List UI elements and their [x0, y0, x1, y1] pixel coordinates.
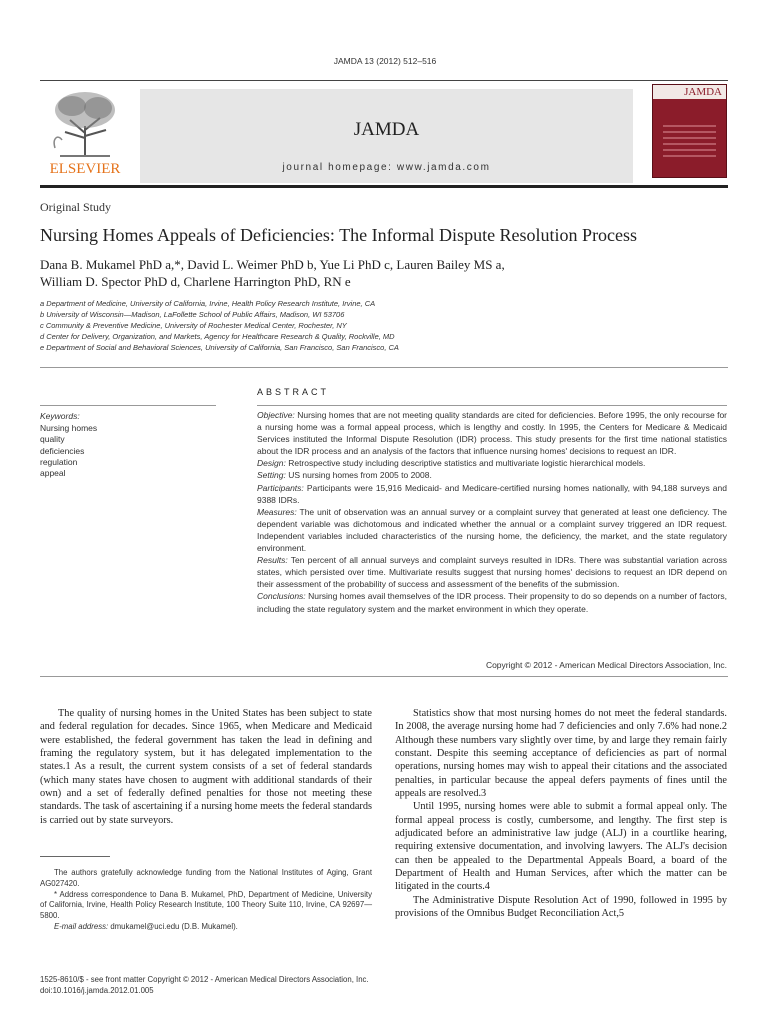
body-paragraph: Statistics show that most nursing homes do not meet the federal standards. In 2008, the average nursing home had 7 deficiencies and only 7.6% had none.2 Although these numbers vary slightly over time, by and large they remain fairly constant. Despite this seeming acceptance of deficiencies as part of normal operations, nursing homes may wish to appeal their citations and the associated penalties, in particular because the appeal defers payments of fines until the appeals are resolved.3: [395, 708, 727, 800]
abstract-heading: ABSTRACT: [257, 387, 330, 397]
abstract-participants: Participants: Participants were 15,916 Medicaid- and Medicare-certified nursing homes nationally, with 94,188 surveys and 9388 IDRs.: [257, 482, 727, 505]
issn-line: 1525-8610/$ - see front matter Copyright © 2012 - American Medical Directors Association, Inc.: [40, 975, 369, 984]
keywords-title: Keywords:: [40, 411, 80, 421]
keyword: quality: [40, 434, 65, 445]
body-paragraph: The Administrative Dispute Resolution Act of 1990, followed in 1995 by provisions of the Omnibus Budget Reconciliation Act,5: [395, 894, 727, 920]
article-title: Nursing Homes Appeals of Deficiencies: The Informal Dispute Resolution Process: [40, 225, 638, 245]
page-footer: [40, 974, 369, 996]
journal-reference: JAMDA 13 (2012) 512–516: [333, 56, 437, 66]
cover-title: JAMDA: [653, 85, 726, 99]
publisher-name: ELSEVIER: [49, 161, 121, 177]
body-paragraph: The quality of nursing homes in the United States has been subject to state and federal regulation for decades. Since 1965, when Medicare and Medicaid were established, the federal government has taken the lead in defining and framing the regulatory system, but it has delegated implementation to the states.1 As a result, the current system consists of a set of federal standards (which many states have chosen to augment with additional standards of their own) and a set of federally defined penalties for those not meeting these standards. The task of ascertaining if a nursing home meets the federal standards is carried out by state surveyors.: [40, 708, 372, 826]
keyword: Nursing homes: [40, 423, 98, 433]
authors-line-2: William D. Spector PhD d, Charlene Harrington PhD, RN e: [40, 274, 351, 289]
journal-homepage[interactable]: journal homepage: www.jamda.com: [282, 162, 491, 173]
keyword: appeal: [40, 468, 66, 479]
footnote-rule: [40, 856, 110, 857]
abstract-conclusions: Conclusions: Nursing homes avail themselves of the IDR process. Their propensity to do so depends on a number of factors, including the state regulatory system and the market environment in which they operate.: [257, 591, 727, 614]
journal-name: JAMDA: [353, 119, 420, 140]
affiliations-rule: [40, 367, 728, 368]
abstract-results: Results: Ten percent of all annual surveys and complaint surveys resulted in IDRs. There was substantial variation across states, which persisted over time. Multivariate results suggest that nursing homes' decisions to request an IDR depend on their assessment of the probability of success and assessment of the benefits of the submission.: [257, 555, 727, 590]
abstract-measures: Measures: The unit of observation was an annual survey or a complaint survey that generated at least one deficiency. The dependent variable was dichotomous and indicated whether the annual or a complaint survey triggered an IDR request. Independent variables included characteristics of the nursing home, the deficiency, the market, and the state regulatory environment.: [257, 506, 727, 554]
doi-line[interactable]: doi:10.1016/j.jamda.2012.01.005: [40, 986, 154, 995]
journal-cover-image: [652, 84, 727, 178]
header-top-rule: [40, 80, 728, 81]
affiliation-a: a Department of Medicine, University of California, Irvine, Health Policy Research Institute, Irvine, CA: [40, 299, 376, 308]
elsevier-logo: [40, 88, 130, 180]
keywords-list: [40, 423, 97, 479]
header-bottom-rule: [40, 185, 728, 188]
elsevier-tree-icon: [40, 88, 130, 160]
body-column-right: [395, 707, 727, 921]
body-paragraph: Until 1995, nursing homes were able to submit a formal appeal only. The formal appeal process is costly, cumbersome, and lengthy. The first step is adjudicated before an administrative law judge (ALJ) in a courtlike hearing, requiring extensive documentation, and involving lawyers. The ALJ's decision can then be appealed to the Departmental Appeals Board, a board of the Department of Health and Human Services, after which the matter can be litigated in the courts.4: [395, 801, 727, 893]
abstract-objective: Objective: Nursing homes that are not meeting quality standards are cited for deficiencies. Before 1995, the only recourse for a nursing home was a formal appeal process, which is lengthy and costly. In 1995, the Centers for Medicare & Medicaid Services instituted the Informal Dispute Resolution (IDR) process. This study presents for the first time national statistics about the IDR process and an analysis of the factors that influence nursing homes' decisions to request an IDR.: [257, 410, 727, 457]
email-note: E-mail address: dmukamel@uci.edu (D.B. Mukamel).: [54, 921, 238, 931]
affiliation-d: d Center for Delivery, Organization, and Markets, Agency for Healthcare Research & Quality, Rockville, MD: [40, 332, 395, 341]
keyword: deficiencies: [40, 445, 85, 456]
abstract-body: [257, 409, 727, 615]
affiliation-e: e Department of Social and Behavioral Sciences, University of California, San Francisco, San Francisco, CA: [40, 343, 399, 352]
abstract-setting: Setting: US nursing homes from 2005 to 2008.: [257, 470, 432, 481]
article-type: Original Study: [40, 200, 111, 214]
abstract-rule: [257, 405, 727, 406]
affiliation-c: c Community & Preventive Medicine, University of Rochester Medical Center, Rochester, NY: [40, 321, 347, 330]
keywords-rule: [40, 405, 216, 406]
email-link[interactable]: dmukamel@uci.edu (D.B. Mukamel).: [110, 921, 238, 931]
authors-line-1: Dana B. Mukamel PhD a,*, David L. Weimer PhD b, Yue Li PhD c, Lauren Bailey MS a,: [40, 257, 505, 272]
funding-note: The authors gratefully acknowledge funding from the National Institutes of Aging, Grant AG027420.: [40, 868, 372, 888]
affiliation-b: b University of Wisconsin—Madison, LaFollette School of Public Affairs, Madison, WI 53706: [40, 310, 345, 319]
correspondence-note: * Address correspondence to Dana B. Mukamel, PhD, Department of Medicine, University of California, Irvine, Health Policy Research Institute, 100 Theory Suite 110, Irvine, CA 92697—5800.: [40, 889, 372, 921]
body-column-left: [40, 707, 372, 827]
abstract-design: Design: Retrospective study including descriptive statistics and multivariate logistic hierarchical models.: [257, 458, 646, 469]
abstract-bottom-rule: [40, 676, 728, 677]
footnotes: [40, 868, 372, 933]
keyword: regulation: [40, 456, 78, 467]
journal-banner: [140, 89, 633, 183]
abstract-copyright: Copyright © 2012 - American Medical Directors Association, Inc.: [485, 660, 727, 670]
